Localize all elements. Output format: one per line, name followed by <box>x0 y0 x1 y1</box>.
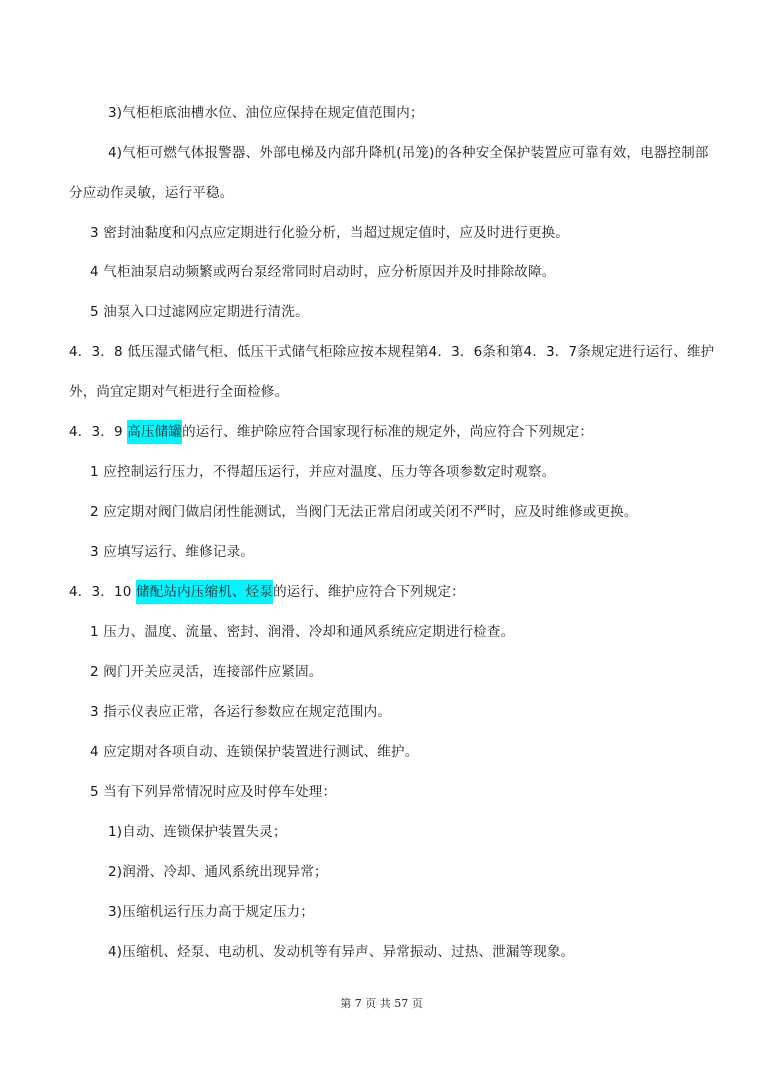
clause-number: 4．3．9 <box>69 424 128 440</box>
item-4-oil-pump: 4 气柜油泵启动频繁或两台泵经常同时启动时，应分析原因并及时排除故障。 <box>90 264 556 280</box>
clause-4-3-9 <box>69 422 593 442</box>
item-5-filter: 5 油泵入口过滤网应定期进行清洗。 <box>90 304 309 320</box>
clause-4-3-10-item-4: 4 应定期对各项自动、连锁保护装置进行测试、维护。 <box>90 744 419 760</box>
clause-4-3-9-item-3: 3 应填写运行、维修记录。 <box>90 544 254 560</box>
sub-item-2-lubrication: 2)润滑、冷却、通风系统出现异常； <box>108 864 328 880</box>
highlighted-term: 高压储罐 <box>127 420 182 444</box>
sub-item-4-continuation: 分应动作灵敏，运行平稳。 <box>69 185 234 201</box>
clause-4-3-10-item-1: 1 压力、温度、流量、密封、润滑、冷却和通风系统应定期进行检查。 <box>90 624 515 640</box>
clause-4-3-10-item-5: 5 当有下列异常情况时应及时停车处理： <box>90 784 337 800</box>
sub-item-4-abnormal: 4)压缩机、烃泵、电动机、发动机等有异声、异常振动、过热、泄漏等现象。 <box>108 944 575 960</box>
clause-4-3-10-item-2: 2 阀门开关应灵活，连接部件应紧固。 <box>90 664 323 680</box>
item-3-seal-oil: 3 密封油黏度和闪点应定期进行化验分析，当超过规定值时，应及时进行更换。 <box>90 225 570 241</box>
clause-4-3-9-item-1: 1 应控制运行压力，不得超压运行，并应对温度、压力等各项参数定时观察。 <box>90 464 556 480</box>
clause-4-3-9-item-2: 2 应定期对阀门做启闭性能测试，当阀门无法正常启闭或关闭不严时，应及时维修或更换。 <box>90 504 638 520</box>
clause-4-3-8: 4．3．8 低压湿式储气柜、低压干式储气柜除应按本规程第4．3．6条和第4．3．7条规定进行运行、维护 <box>69 344 715 360</box>
clause-text: 的运行、维护除应符合国家现行标准的规定外，尚应符合下列规定： <box>182 424 594 440</box>
clause-4-3-10-item-3: 3 指示仪表应正常，各运行参数应在规定范围内。 <box>90 704 391 720</box>
sub-item-1-interlock: 1)自动、连锁保护装置失灵； <box>108 824 287 840</box>
sub-item-3-oil-tank-level: 3)气柜柜底油槽水位、油位应保持在规定值范围内； <box>108 105 424 121</box>
clause-4-3-8-continuation: 外，尚宜定期对气柜进行全面检修。 <box>69 384 289 400</box>
clause-4-3-10 <box>69 582 465 602</box>
clause-text: 的运行、维护应符合下列规定： <box>273 584 465 600</box>
highlighted-term: 储配站内压缩机、烃泵 <box>136 580 273 604</box>
clause-number: 4．3．10 <box>69 584 137 600</box>
sub-item-3-pressure: 3)压缩机运行压力高于规定压力； <box>108 904 315 920</box>
sub-item-4-safety-devices: 4)气柜可燃气体报警器、外部电梯及内部升降机(吊笼)的各种安全保护装置应可靠有效，电器控制部 <box>108 145 709 161</box>
page-footer: 第 7 页 共 57 页 <box>340 997 423 1010</box>
